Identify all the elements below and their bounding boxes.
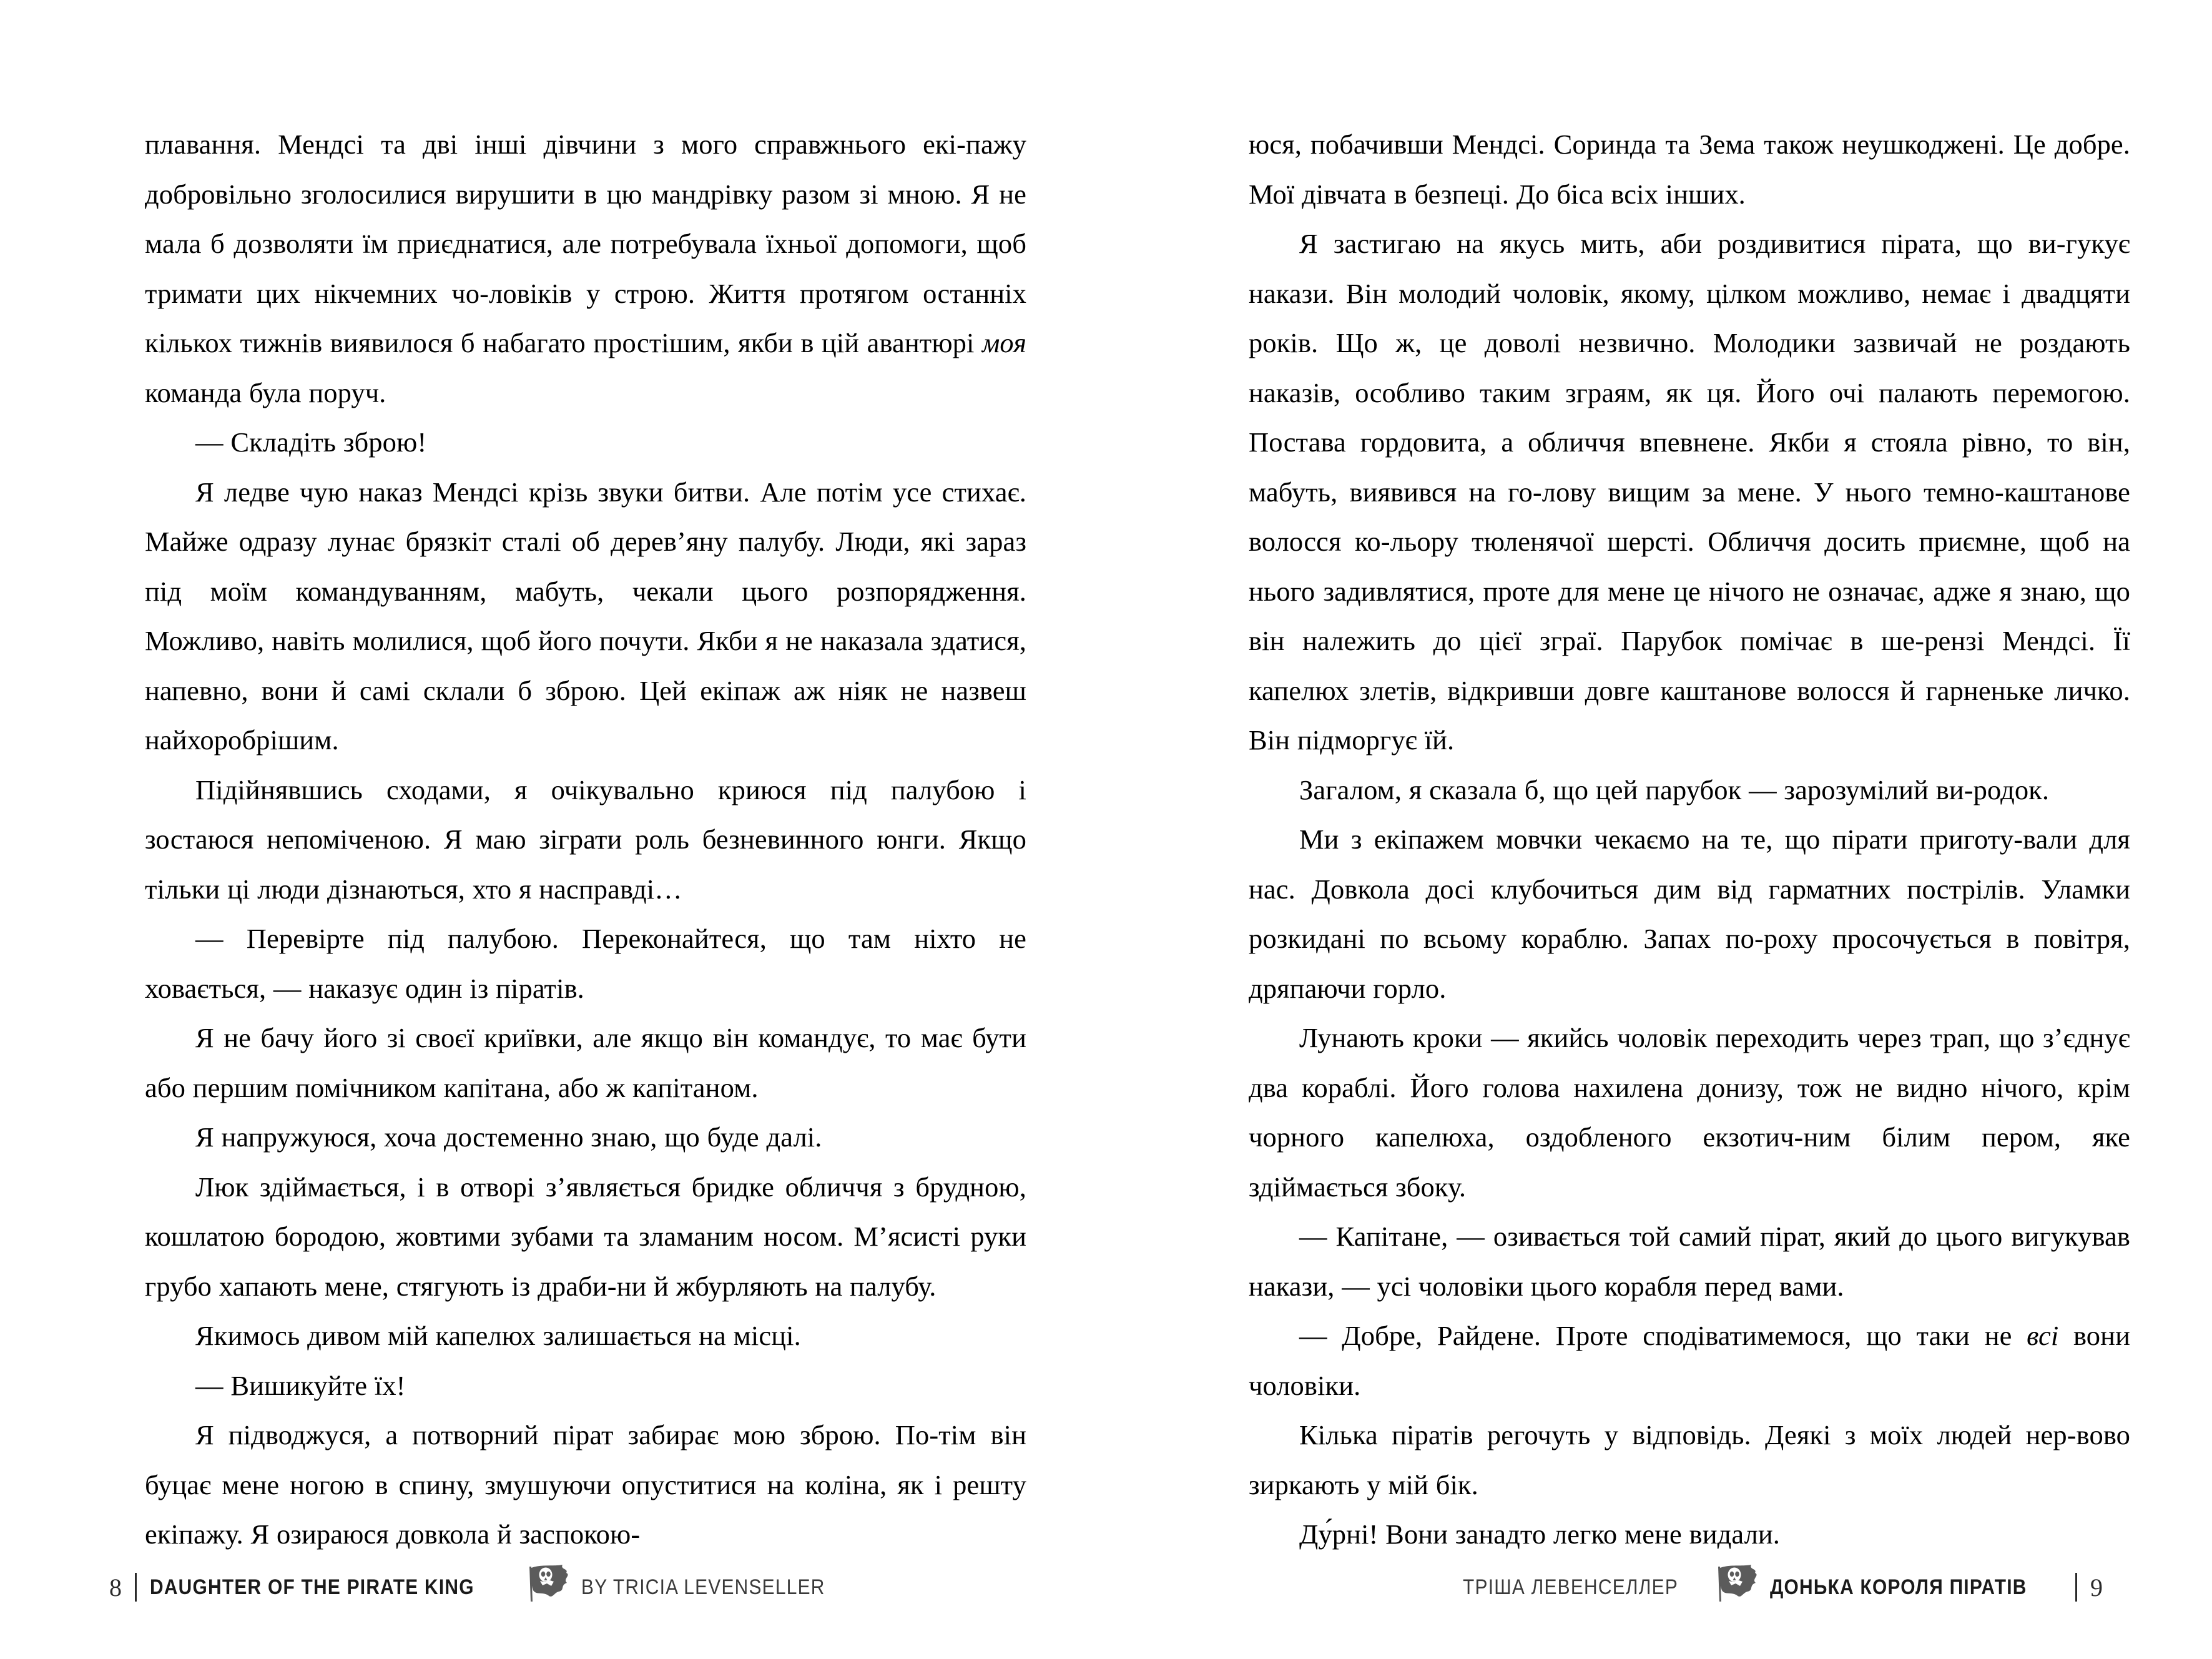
footer-author: BY TRICIA LEVENSELLER bbox=[581, 1575, 825, 1599]
pirate-flag-icon bbox=[1716, 1564, 1761, 1604]
page-number: 9 bbox=[2090, 1573, 2103, 1602]
paragraph: Я не бачу його зі своєї криївки, але якщо він командує, то має бути або першим помічником капітана, або ж капітаном. bbox=[145, 1022, 1026, 1103]
paragraph: Якимось дивом мій капелюх залишається на місці. bbox=[195, 1320, 801, 1351]
paragraph: юся, побачивши Мендсі. Соринда та Зема також неушкоджені. Це добре. Мої дівчата в безпеці. До біса всіх інших. bbox=[1249, 129, 2130, 210]
paragraph: Ми з екіпажем мовчки чекаємо на те, що пірати приготу-вали для нас. Довкола досі клубочиться дим від гарматних пострілів. Уламки розкидані по всьому кораблю. Запах по-роху просочується в повітря, дряпаючи горло. bbox=[1249, 824, 2130, 1004]
paragraph-text: плавання. Мендсі та дві інші дівчини з мого справжнього екі-пажу добровільно зголосилися вирушити в цю мандрівку разом зі мною. Я не мала б дозволяти їм приєднатися, але потребувала їхньої допомоги, щоб тримати цих нікчемних чо-ловіків у строю. Життя протягом останніх кількох тижнів виявилося б набагато простішим, якби в цій авантюрі bbox=[145, 129, 1026, 358]
paragraph bbox=[145, 120, 1026, 418]
right-page-textblock bbox=[1249, 120, 2130, 1560]
footer-right bbox=[1463, 1568, 2103, 1607]
paragraph-text: — Добре, Райдене. Проте сподіватимемося, що таки не bbox=[1299, 1320, 2027, 1351]
paragraph: Ду́рні! Вони занадто легко мене видали. bbox=[1299, 1519, 1781, 1550]
paragraph: Я напружуюся, хоча достеменно знаю, що буде далі. bbox=[195, 1121, 822, 1153]
pirate-flag-icon bbox=[528, 1564, 573, 1604]
paragraph: — Перевірте під палубою. Переконайтеся, що там ніхто не ховається, — наказує один із піратів. bbox=[145, 923, 1026, 1004]
paragraph bbox=[1249, 1311, 2130, 1410]
page-number: 8 bbox=[109, 1573, 122, 1602]
footer-divider bbox=[2075, 1573, 2077, 1602]
footer-book-title: ДОНЬКА КОРОЛЯ ПІРАТІВ bbox=[1770, 1575, 2027, 1599]
paragraph: Кілька піратів регочуть у відповідь. Деякі з моїх людей нер-вово зиркають у мій бік. bbox=[1249, 1419, 2130, 1500]
emphasized-word: моя bbox=[981, 327, 1026, 358]
paragraph: Загалом, я сказала б, що цей парубок — зарозумілий ви-родок. bbox=[1299, 774, 2050, 805]
paragraph: — Вишикуйте їх! bbox=[195, 1369, 406, 1401]
paragraph-text-tail: вони чоловіки. bbox=[1249, 1320, 2130, 1401]
left-page-textblock bbox=[145, 120, 1026, 1560]
emphasized-word: всі bbox=[2027, 1320, 2059, 1351]
paragraph: Я застигаю на якусь мить, аби роздивитися пірата, що ви-гукує накази. Він молодий чоловік, якому, цілком можливо, немає і двадцяти років. Що ж, це доволі незвично. Молодики зазвичай не роздають наказів, особливо таким зграям, як ця. Його очі палають перемогою. Постава гордовита, а обличчя впевнене. Якби я стояла рівно, то він, мабуть, виявився на го-лову вищим за мене. У нього темно-каштанове волосся ко-льору тюленячої шерсті. Обличчя досить приємне, щоб на нього задивлятися, проте для мене це нічого не означає, адже я знаю, що він належить до цієї зграї. Парубок помічає в ше-рензі Мендсі. Її капелюх злетів, відкривши довге каштанове волосся й гарненьке личко. Він підморгує їй. bbox=[1249, 228, 2130, 756]
page-right bbox=[1106, 0, 2212, 1659]
footer-author: ТРІША ЛЕВЕНСЕЛЛЕР bbox=[1463, 1575, 1679, 1599]
paragraph: Я підводжуся, а потворний пірат забирає мою зброю. По-тім він буцає мене ногою в спину, змушуючи опуститися на коліна, як і решту екіпажу. Я озираюся довкола й заспокою- bbox=[145, 1419, 1026, 1550]
paragraph: Я ледве чую наказ Мендсі крізь звуки битви. Але потім усе стихає. Майже одразу лунає брязкіт сталі об дерев’яну палубу. Люди, які зараз під моїм командуванням, мабуть, чекали цього розпорядження. Можливо, навіть молилися, щоб його почути. Якби я не наказала здатися, напевно, вони й самі склали б зброю. Цей екіпаж аж ніяк не назвеш найхоробрішим. bbox=[145, 476, 1026, 756]
paragraph-text-tail: команда була поруч. bbox=[145, 377, 386, 408]
footer-divider bbox=[135, 1573, 137, 1602]
footer-book-title: DAUGHTER OF THE PIRATE KING bbox=[150, 1575, 474, 1599]
footer-left bbox=[109, 1568, 858, 1607]
paragraph: Люк здіймається, і в отворі з’являється бридке обличчя з брудною, кошлатою бородою, жовтими зубами та зламаним носом. М’ясисті руки грубо хапають мене, стягують із драби-ни й жбурляють на палубу. bbox=[145, 1171, 1026, 1302]
paragraph: — Капітане, — озивається той самий пірат, який до цього вигукував накази, — усі чоловіки цього корабля перед вами. bbox=[1249, 1221, 2130, 1302]
paragraph: Лунають кроки — якийсь чоловік переходить через трап, що з’єднує два кораблі. Його голова нахилена донизу, тож не видно нічого, крім чорного капелюха, оздобленого екзотич-ним білим пером, яке здіймається збоку. bbox=[1249, 1022, 2130, 1203]
paragraph: — Складіть зброю! bbox=[195, 426, 427, 458]
paragraph: Підійнявшись сходами, я очікувально криюся під палубою і зостаюся непоміченою. Я маю зіграти роль безневинного юнги. Якщо тільки ці люди дізнаються, хто я насправді… bbox=[145, 774, 1026, 905]
